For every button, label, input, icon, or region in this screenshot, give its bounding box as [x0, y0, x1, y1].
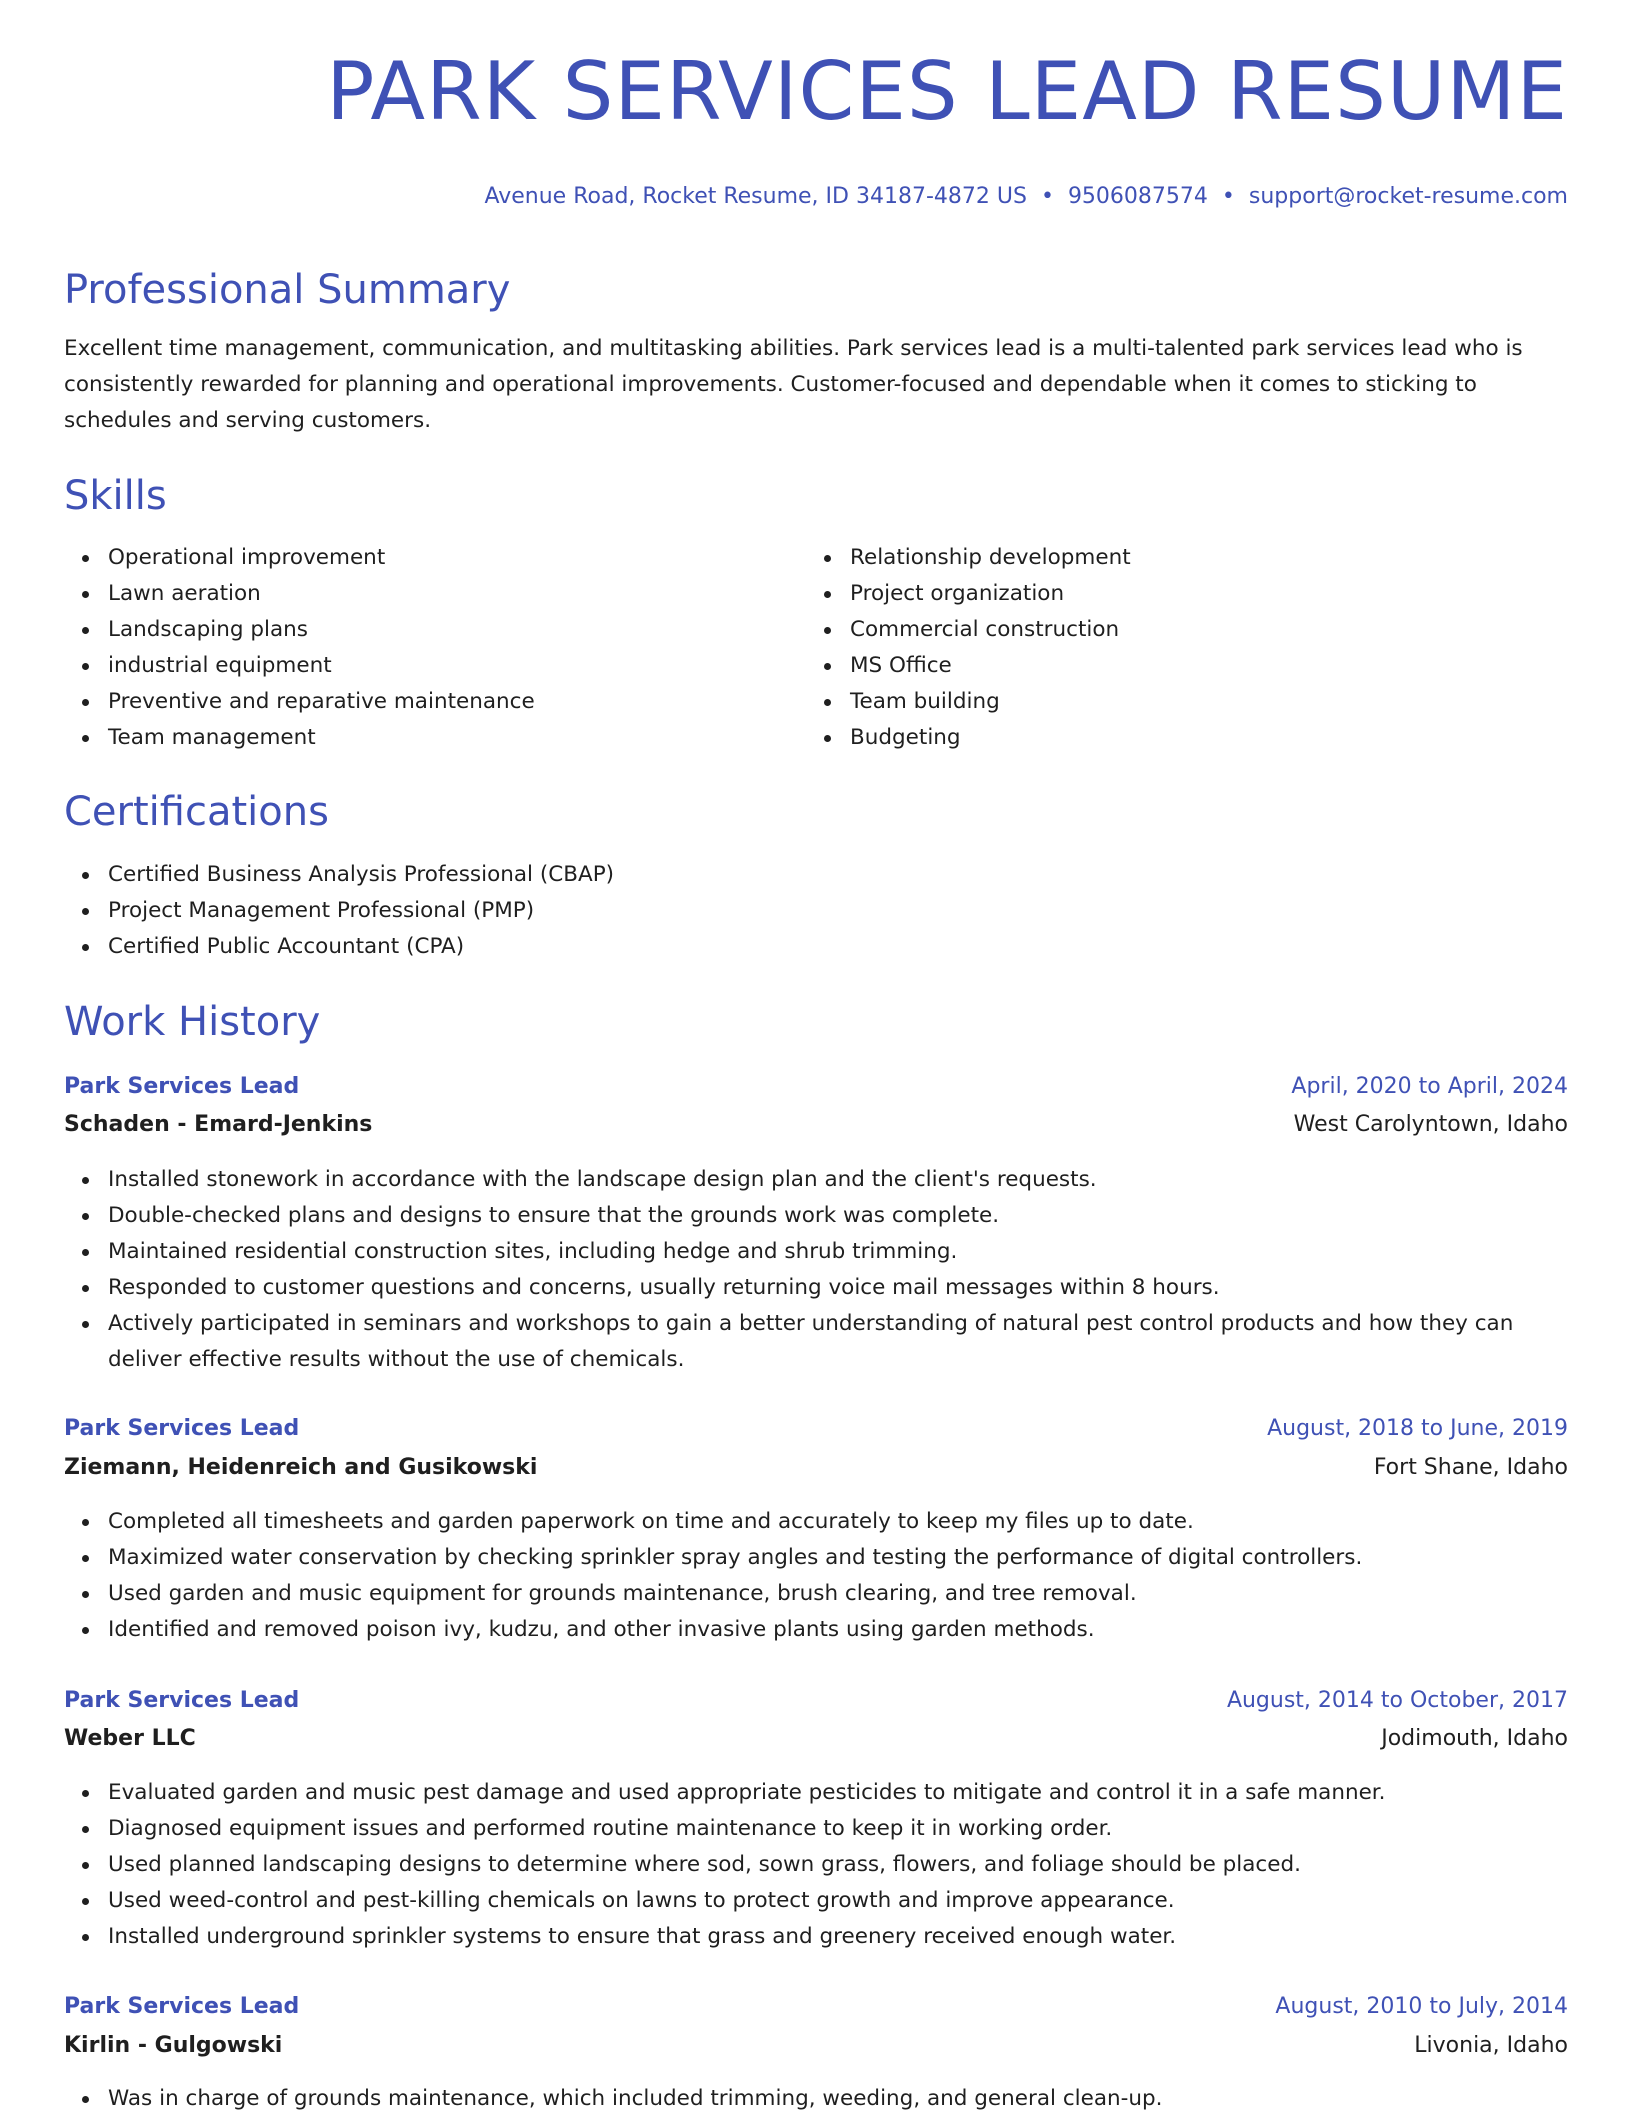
job-bullet: Used garden and music equipment for grounds maintenance, brush clearing, and tree removal.: [108, 1576, 1568, 1612]
job-bullet: Diagnosed equipment issues and performed routine maintenance to keep it in working order.: [108, 1811, 1568, 1847]
job-bullet: Maintained residential construction sites, including hedge and shrub trimming.: [108, 1234, 1568, 1270]
job-title: Park Services Lead: [64, 1688, 300, 1713]
skill-item: Landscaping plans: [108, 612, 808, 648]
section-title-skills: Skills: [64, 473, 167, 519]
skill-item: Relationship development: [850, 540, 1550, 576]
section-title-certifications: Certifications: [64, 789, 329, 835]
skill-item: industrial equipment: [108, 648, 808, 684]
job-bullet: Double-checked plans and designs to ensure that the grounds work was complete.: [108, 1198, 1568, 1234]
job-bullets: [64, 1162, 1568, 1378]
job-bullet: Completed all timesheets and garden paperwork on time and accurately to keep my files up to date.: [108, 1504, 1568, 1540]
job-location: Jodimouth, Idaho: [1381, 1726, 1568, 1751]
contact-phone: 9506087574: [1067, 184, 1208, 209]
skill-item: Team management: [108, 720, 808, 756]
contact-email: support@rocket-resume.com: [1248, 184, 1568, 209]
contact-separator: •: [1221, 184, 1235, 209]
skill-item: Commercial construction: [850, 612, 1550, 648]
contact-address: Avenue Road, Rocket Resume, ID 34187-4872 US: [484, 184, 1027, 209]
skill-item: Team building: [850, 684, 1550, 720]
job-bullet: Was in charge of grounds maintenance, which included trimming, weeding, and general clean-up.: [108, 2081, 1568, 2117]
job-dates: August, 2018 to June, 2019: [1267, 1416, 1568, 1441]
job-bullets: [64, 1775, 1568, 1955]
job-bullet: Installed underground sprinkler systems to ensure that grass and greenery received enough water.: [108, 1919, 1568, 1955]
job-location: Fort Shane, Idaho: [1373, 1455, 1568, 1480]
job-company: Ziemann, Heidenreich and Gusikowski: [64, 1455, 538, 1480]
job-bullet: Used planned landscaping designs to determine where sod, sown grass, flowers, and foliage should be placed.: [108, 1847, 1568, 1883]
job-bullet: Actively participated in seminars and workshops to gain a better understanding of natural pest control products and how they can deliver effective results without the use of chemicals.: [108, 1306, 1568, 1378]
certification-item: Certified Business Analysis Professional (CBAP): [108, 857, 1568, 893]
job-location: West Carolyntown, Idaho: [1293, 1112, 1568, 1137]
skill-item: Budgeting: [850, 720, 1550, 756]
job-bullet: Identified and removed poison ivy, kudzu, and other invasive plants using garden methods.: [108, 1612, 1568, 1648]
job-bullets: [64, 1504, 1568, 1648]
skill-item: Project organization: [850, 576, 1550, 612]
job-company: Schaden - Emard-Jenkins: [64, 1112, 373, 1137]
section-title-work-history: Work History: [64, 999, 321, 1045]
skill-item: MS Office: [850, 648, 1550, 684]
job-company: Weber LLC: [64, 1726, 196, 1751]
job-dates: August, 2014 to October, 2017: [1226, 1688, 1568, 1713]
job-title: Park Services Lead: [64, 1416, 300, 1441]
certifications-list: [64, 857, 1568, 965]
skill-item: Lawn aeration: [108, 576, 808, 612]
job-bullet: Installed stonework in accordance with the landscape design plan and the client's requests.: [108, 1162, 1568, 1198]
summary-text: Excellent time management, communication, and multitasking abilities. Park services lead is a multi-talented park services lead who is consistently rewarded for planning and operational improvements. Customer-focused and dependable when it comes to sticking to schedules and serving customers.: [64, 336, 1523, 433]
skills-list-right: [806, 540, 1550, 756]
skill-item: Preventive and reparative maintenance: [108, 684, 808, 720]
job-dates: April, 2020 to April, 2024: [1291, 1074, 1568, 1099]
job-company: Kirlin - Gulgowski: [64, 2033, 283, 2058]
contact-separator: •: [1040, 184, 1054, 209]
resume-title: PARK SERVICES LEAD RESUME: [326, 45, 1568, 138]
job-bullet: Maximized water conservation by checking sprinkler spray angles and testing the performance of digital controllers.: [108, 1540, 1568, 1576]
skills-list-left: [64, 540, 808, 756]
contact-line: [484, 182, 1568, 212]
job-bullet: Responded to customer questions and concerns, usually returning voice mail messages within 8 hours.: [108, 1270, 1568, 1306]
certification-item: Project Management Professional (PMP): [108, 893, 1568, 929]
job-title: Park Services Lead: [64, 1074, 300, 1099]
skill-item: Operational improvement: [108, 540, 808, 576]
job-dates: August, 2010 to July, 2014: [1275, 1994, 1568, 2019]
job-bullet: Used weed-control and pest-killing chemicals on lawns to protect growth and improve appearance.: [108, 1883, 1568, 1919]
certification-item: Certified Public Accountant (CPA): [108, 929, 1568, 965]
job-location: Livonia, Idaho: [1414, 2033, 1568, 2058]
section-title-summary: Professional Summary: [64, 267, 511, 313]
job-title: Park Services Lead: [64, 1994, 300, 2019]
job-bullet: Evaluated garden and music pest damage and used appropriate pesticides to mitigate and control it in a safe manner.: [108, 1775, 1568, 1811]
